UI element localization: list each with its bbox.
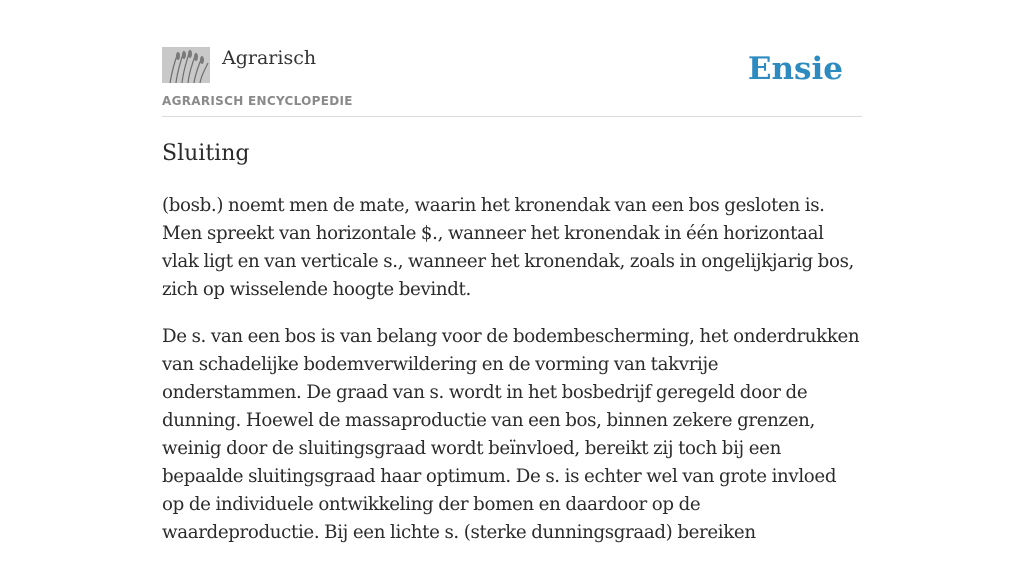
article-paragraph: De s. van een bos is van belang voor de bodembescherming, het onderdrukken van schadelijke bodemverwildering en de vorming van takvrije onderstammen. De graad van s. wordt in het bosbedrijf geregeld door de dunning. Hoewel de massaproductie van een bos, binnen zekere grenzen, weinig door de sluitingsgraad wordt beïnvloed, bereikt zij toch bij een bepaalde sluitingsgraad haar optimum. De s. is echter wel van grote invloed op de individuele ontwikkeling der bomen en daardoor op de waardeproductie. Bij een lichte s. (sterke dunningsgraad) bereiken [162, 326, 860, 543]
article-title: Sluiting [162, 141, 250, 166]
source-subtitle[interactable]: AGRARISCH ENCYCLOPEDIE [162, 94, 353, 108]
source-header [162, 0, 862, 117]
source-name[interactable]: Agrarisch [222, 47, 317, 69]
page-container [162, 0, 862, 543]
wheat-icon[interactable] [162, 47, 210, 83]
brand-logo[interactable]: Ensie [747, 51, 843, 87]
article-body [162, 192, 862, 566]
article-paragraph: (bosb.) noemt men de mate, waarin het kronendak van een bos gesloten is. Men spreekt van horizontale $., wanneer het kronendak in één horizontaal vlak ligt en van verticale s., wanneer het kronendak, zoals in ongelijkjarig bos, zich op wisselende hoogte bevindt. [162, 195, 854, 300]
